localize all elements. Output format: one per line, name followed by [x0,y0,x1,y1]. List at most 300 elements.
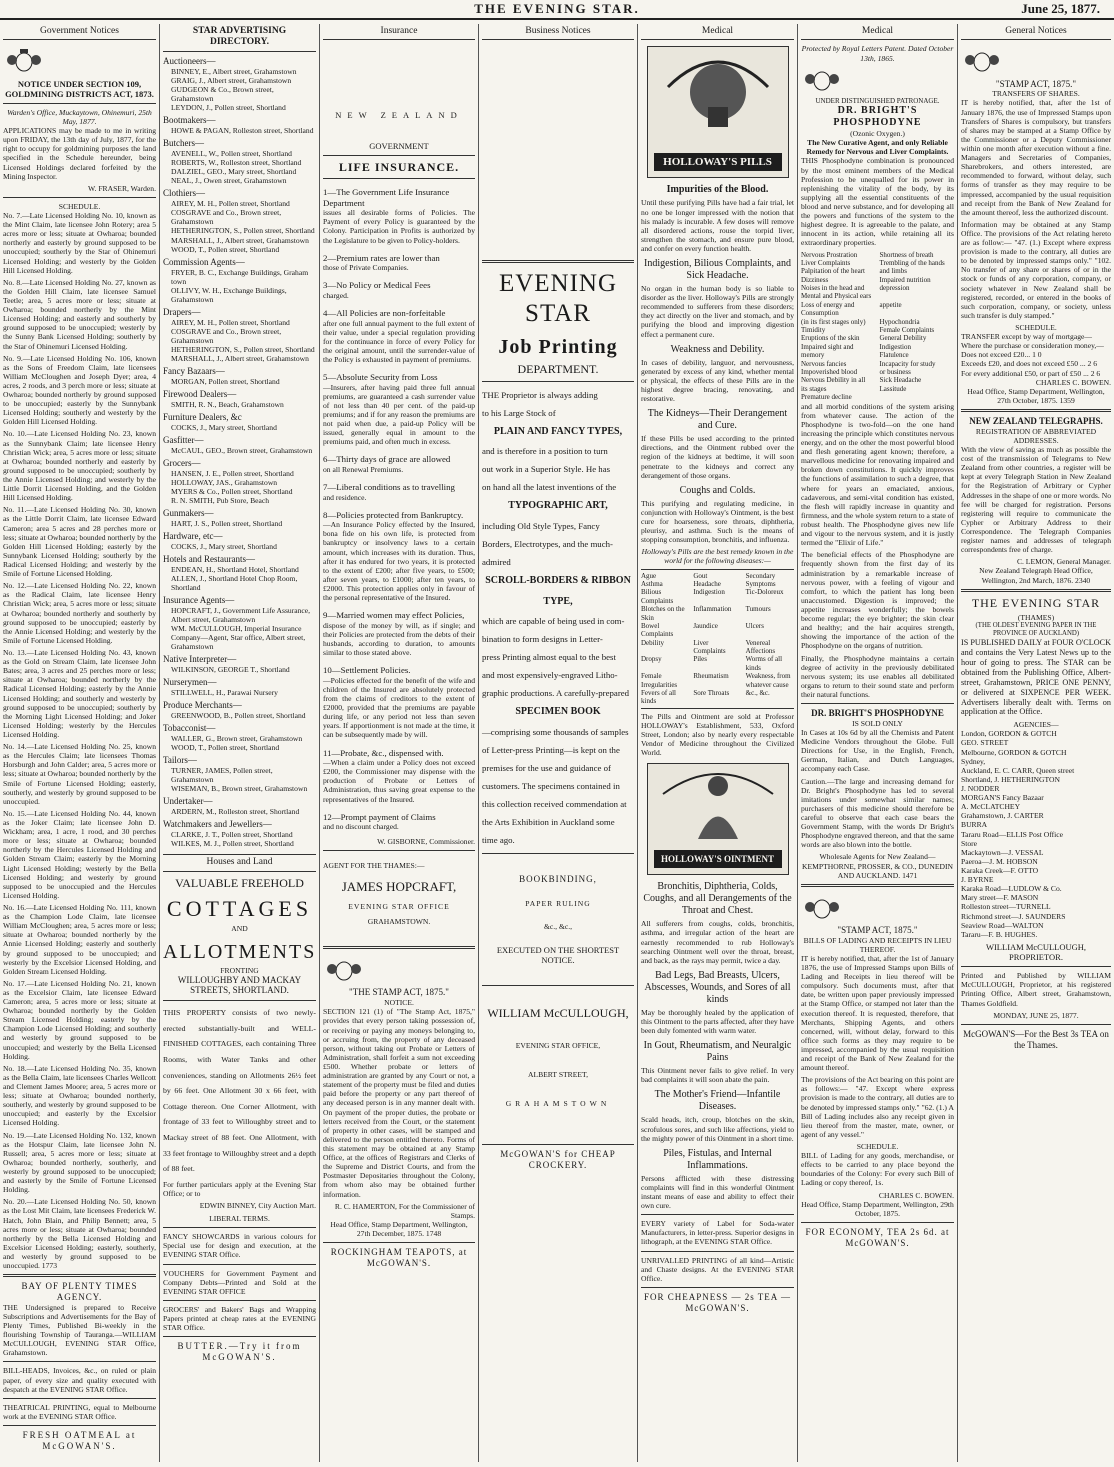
gout-heading: In Gout, Rheumatism, and Neuralgic Pains [643,1040,792,1064]
bright-heading-2: DR. BRIGHT'S PHOSPHODYNE [811,708,944,719]
diseases-table [641,569,794,709]
indigestion-text: No organ in the human body is so liable to disorder as the liver. Holloway's Pills are strongly recommended to sufferers from these disorders; they act directly on the liver and stomach, and by purifying the blood and improving digestion effect a permanent cure. [641,284,794,339]
notice-signer: W. FRASER, Warden. [88,183,156,193]
sold-only: IS SOLD ONLY [852,718,903,728]
directory-category: Bootmakers— [163,115,216,126]
wholesale-agents: Wholesale Agents for New Zealand— KEMPTHORNE, PROSSER, & CO., DUNEDIN AND AUCKLAND. 1471 [801,852,954,880]
diseases-list-heading: Holloway's Pills are the best remedy known in the world for the following diseases:— [641,547,794,566]
holloway-ointment-banner: HOLLOWAY'S OINTMENT [654,850,782,868]
complaint-name: Trembling of the hands [879,258,945,267]
job-printing-line: customers. The specimens contained in [482,780,620,791]
complaint-name: Impoverished blood [801,368,858,376]
directory-category: Clothiers— [163,188,205,199]
job-printing-line: SCROLL-BORDERS & RIBBON TYPE, [485,575,631,607]
insurance-item-heading: 2—Premium rates are lower than [323,252,440,263]
houses-heading: Houses and Land [163,854,316,871]
insurance-item-text: —Policies effected for the benefit of the wife and children of the Insured are absolutely protected from the claims of creditors to the extent of £2000, provided that the premiums are payable during life, or any period not less than seven years. If apportionment is not made at the time, it can be subsequently made by will. [323,675,475,740]
directory-entry: COCKS, J., Mary street, Shortland [171,541,277,551]
complaint-name: Nervous Prostration [801,250,858,259]
unrivalled-printing-ad: UNRIVALLED PRINTING of all kind—Artistic and Chaste designs. At the EVENING STAR Office. [641,1255,794,1283]
complaint-name: Impaired nutrition [879,275,931,284]
schedule-item: No. 12.—Late Licensed Holding No. 22, known as the Radical Claim, late licensee Henry Christian Wick; area, 5 acres more or less; situate at Owharoa; bounded northerly and southerly by ground supposed to be unoccupied; easterly by the Annie Licensed Holding; and westerly by the Smile of Fortune Licensed Holding. [3,581,156,645]
holloway-pills-illustration [647,46,789,178]
transfer-mortgage: TRANSFER except by way of mortgage— [961,332,1092,342]
directory-entry: LEYDON, J., Pollen street, Shortland [171,103,286,113]
soda-label-ad: EVERY variety of Label for Soda-water Manufacturers, in letter-press. Superior designs in lithograph, at the EVENING STAR Office. [641,1219,794,1247]
disease-name: Blotches on the Skin [641,605,685,622]
patent-text: Protected by Royal Letters Patent. Dated October 13th, 1865. [801,44,954,63]
complaint-name: Nervous Debility in all [801,376,866,385]
complaint-name: depression [879,284,910,293]
agent-for-text: AGENT FOR THE THAMES:— [323,861,425,871]
insurance-item-heading: 1—The Government Life Insurance Department [323,187,450,208]
grahamstown-text: GRAHAMSTOWN [505,1098,611,1108]
notice-dateline: Warden's Office, Muckaytown, Ohinemuri, 25th May, 1877. [7,107,152,126]
royal-crest-icon [801,895,843,921]
agency-entry: Sydney, [961,756,986,766]
agencies-list [961,729,1111,939]
schedule-item: No. 19.—Late Licensed Holding No. 132, known as the Hotspur Claim, late licensee John N. Russell; area, 5 acres more or less; situate at Owharoa; bounded northerly, southerly, and westerly by ground supposed to be unoccupied; and easterly by the Smile of Fortune Licensed Holding. [3,1130,156,1195]
complaint-name: Flatulence [879,351,909,360]
insurance-item-text: —An Insurance Policy effected by the Insured, bona fide on his own life, is protected from bankruptcy or insolvency laws to a certain amount, which increases with its duration. Thus, after it has endured for two years, it is protected to the extent of £200; after five years, to £500; after seven years, to £1000; after ten years, to £2000. This protection applies only in favour of the personal representative of the Insured. [323,520,475,603]
disease-name: Bilious Complaints [641,588,674,605]
piles-text: Persons afflicted with these distressing complaints will find in this wonderful Ointment instant means of ease and ability to effect their own cure. [641,1173,794,1211]
oldest-paper-text: (THE OLDEST EVENING PAPER IN THE PROVINCE OF AUCKLAND) [975,622,1097,638]
directory-entry: COSGRAVE and Co., Brown street, Grahamstown [171,326,282,345]
schedule-item: No. 7.—Late Licensed Holding No. 10, known as the Mint Claim, late licensee John Rotery; area 5 acres more or less; situate at Owharoa; bounded northerly and easterly by ground supposed to be unoccupied; southerly by the Star of Ohinemuri Licensed Holding; and westerly by the Golden Hill Licensed Holding. [3,210,156,275]
disease-name: Debility [641,638,664,647]
masthead-title: THE EVENING STAR. [474,1,640,16]
agency-entry: Rolleston street—TURNELL [961,902,1051,912]
agency-entry: GEO. STREET [961,738,1009,748]
butter-ad: BUTTER.—Try it from McGOWAN'S. [177,1341,302,1362]
disease-name: &c., &c. [745,689,770,698]
mccullough-name: WILLIAM McCULLOUGH, [487,1006,629,1021]
theatrical-ad: THEATRICAL PRINTING, equal to Melbourne work at the EVENING STAR Office. [3,1402,156,1421]
masthead-date: June 25, 1877. [1021,1,1100,16]
insurance-item-heading: 4—All Policies are non-forfeitable [323,308,446,318]
job-printing-line: including Old Style Types, Fancy [482,520,600,531]
column-medical-holloway [637,24,797,1462]
directory-entry: STILLWELL, H., Parawai Nursery [171,688,278,698]
provisions-text: The provisions of the Act bearing on this point are as follows:— "47. Except where express provision is made to the contrary, all duties are to be denoted by impressed stamps only." "62. (1.) A Bill of Lading includes also any receipt given in lieu thereof from the master, mate, owner, or agent of any vessel." [801,1075,954,1139]
piles-heading: Piles, Fistulas, and Internal Inflammations. [663,1147,772,1171]
eagle-emblem-icon [648,47,788,147]
etc-text: &c., &c., [543,921,573,931]
job-printing-line: the Arts Exhibition in Auckland some [482,816,615,827]
agency-entry: Tararu—F. B. HUGHES. [961,929,1038,939]
agency-entry: London, GORDON & GOTCH [961,729,1057,739]
directory-list [163,56,316,848]
plenty-times-heading: BAY OF PLENTY TIMES AGENCY. [21,1281,138,1303]
column-heading: Business Notices [482,24,634,40]
schedule-item: No. 13.—Late Licensed Holding No. 43, known as the Gold on Stream Claim, late licensee John Bates; area, 3 acres and 25 perches more or less; situate at Owharoa; bounded northerly by the Radical Licensed Holding; easterly by the Annie Licensed Holding; and southerly and westerly by ground supposed to be unoccupied; southerly by the Morning Light Licensed Holding; and Joker Licensed Holding; westerly by the Hercules Licensed Holding. [3,648,156,739]
directory-entry: NEAL, J., Owen street, Grahamstown [171,176,287,186]
evening-star-heading: EVENING STAR [498,270,618,328]
schedule-item: No. 17.—Late Licensed Holding No. 21, known as the Excelsior Claim, late licensee Edward Cameron; area, 5 acres more or less; situate at Owharoa; bounded northerly by the Golden Stream Licensed Holding; easterly by the Champion Lode Licensed Holding; and southerly and westerly by ground supposed to be unoccupied; and westerly by the Bella Licensed Holding. [3,978,156,1061]
coughs-text: This purifying and regulating medicine, in conjunction with Holloway's Ointment, is the best cure for hoarseness, sore throats, diphtheria, pleurisy, and asthma. Such is the means of stopping consumption, bronchitis, and influenza. [641,498,794,545]
sold-text: In Cases at 10s 6d by all the Chemists and Patent Medicine Vendors throughout the Globe. Full Directions for Use, in the English, French, German, Italian, and Dutch Languages, accompany each Case. [801,727,954,774]
insurance-item-text: issues all desirable forms of Policies. The Payment of every Policy is guaranteed by the Colony. Participation in Profits is authorized by the Legislature to be given to Policy-holders. [323,208,475,245]
directory-entry: WOOD, T., Pollen street, Shortland [171,743,280,753]
schedule-item: No. 8.—Late Licensed Holding No. 27, known as the Golden Hill Claim, late licensee Samuel Teetle; area, 5 acres more or less; situate at Owharoa; bounded northerly by the Mint Licensed Holding; and easterly and southerly by ground supposed to be unoccupied; westerly by the Sunny Bank Licensed Holding; southerly by the Star of Ohinemuri Licensed Holding. [3,277,156,351]
transfers-provisions: Information may be obtained at any Stamp Office. The provisions of the Act relating hereto are as follow:— "47. (1.) Except where express provision is made to the contrary, all duties are to be denoted by impressed stamps only." "102. No transfer of any share or shares of or in the stock or funds of any corporation, company, or society whatever in New Zealand shall be registered, recorded, or entered in the books of such corporation, company, or society, unless such transfer is duly stamped." [961,219,1111,320]
directory-category: Gasfitter— [163,435,204,446]
stamp-act-heading: "STAMP ACT, 1875." [995,78,1077,89]
schedule-row: Does not exceed £20... 1 0 [961,350,1042,360]
published-text: IS PUBLISHED DAILY at FOUR O'CLOCK and contains the Very Latest News up to the hour of going to press. The STAR can be obtained from the Publishing Office, Albert-street, Grahamstown, PRICE ONE PENNY, or delivered at SIXPENCE PER WEEK. Advertisers liberally dealt with. Terms on application at the Office. [961,638,1111,717]
directory-category: Grocers— [163,457,201,468]
directory-category: Native Interpreter— [163,654,237,665]
notice-heading: NOTICE. [384,998,414,1008]
job-printing-heading: Job Printing [498,336,618,359]
disease-name: Gout [693,571,708,580]
directory-category: Watchmakers and Jewellers— [163,819,272,830]
printed-text: Printed and Published by WILLIAM McCULLOUGH, Proprietor, at his registered Printing Office, Albert street, Grahamstown, Thames Goldfield. [961,971,1111,1008]
billheads-ad: BILL-HEADS, Invoices, &c., on ruled or plain paper, of every size and quality executed with despatch at the EVENING STAR Office. [3,1366,156,1394]
agency-entry: Karaka Creek—F. OTTO [961,865,1039,875]
agency-entry: BURRA [961,820,988,830]
complaint-name: memory [801,351,825,360]
disease-name: Jaundice [693,621,718,630]
bills-lading-text: IT is hereby notified, that, after the 1st of January 1876, the use of Impressed Stamps upon Bills of Lading and Receipts in lieu thereof will be compulsory. Such documents must, after that date, be written upon paper previously impressed at the Stamp Office, or stamped not later than the execution thereof. It is requested, therefore, that Merchants, Shipping Agents, and others concerned, will, without delay, forward to this office such forms as they may require to be impressed, accompanied by the usual requisition and receipt of the Bank of New Zealand for the amount thereof. [801,953,954,1073]
insurance-item-heading: 7—Liberal conditions as to travelling [323,482,455,493]
insurance-items [323,187,475,831]
schedule-row: For every additional £50, or part of £50 ... 2 6 [961,368,1101,378]
column-medical-phosphodyne [797,24,957,1462]
directory-entry: HOLLOWAY, JAS., Grahamstown [171,477,278,487]
impurities-heading: Impurities of the Blood. [666,184,769,196]
bronchitis-text: All sufferers from coughs, colds, bronchitis, asthma, and irregular action of the heart are earnestly recommended to rub Holloway's searching Ointment well over the throat, breast, and back, as the rays may permit, twice a day. [641,919,794,965]
column-heading: Medical [801,24,954,40]
grocers-bags-ad: GROCERS' and Bakers' Bags and Wrapping Papers printed at cheap rates at the EVENING STAR Office. [163,1304,316,1333]
mcgowan-tea-ad: McGOWAN'S—For the Best 3s TEA on the Thames. [963,1028,1109,1050]
agency-entry: Karaka Road—LUDLOW & Co. [961,884,1062,894]
directory-category: Tailors— [163,755,197,766]
fronting-text: FRONTING [220,965,259,975]
complaint-name: Loss of energy and Consumption [801,300,855,318]
agency-entry: MORGAN'S Fancy Bazaar [961,793,1044,803]
imprint-date: MONDAY, JUNE 25, 1877. [993,1010,1079,1020]
telegraphs-subheading: REGISTRATION OF ABBREVIATED ADDRESSES. [975,426,1097,445]
notice-title: NOTICE UNDER SECTION 109, GOLDMINING DISTRICTS ACT, 1873. [5,78,154,99]
masthead [0,0,1114,20]
property-description: THIS PROPERTY consists of two newly-erected substantially-built and WELL-FINISHED COTTAGES, each containing Three Rooms, with Water Tanks and other conveniences, standing on Allotments 26½ feet by 66 feet. One Allotment 30 x 66 feet, with Cottage thereon. One Corner Allotment, with frontage of 33 feet to Willoughby street and to Mackay street of 88 feet. One Allotment, with 33 feet frontage to Willoughby street and a depth of 88 feet. [163,1008,316,1174]
directory-entry: AIREY, M. H., Pollen street, Shortland [171,317,290,327]
disease-name: Bowel Complaints [641,621,674,639]
disease-name: Symptoms [745,579,776,588]
job-printing-line: PLAIN AND FANCY TYPES, [493,425,623,437]
column-directory [159,24,319,1462]
column-general-notices [957,24,1114,1462]
life-insurance-heading: LIFE INSURANCE. [338,159,460,174]
directory-entry: COCKS, J., Mary street, Shortland [171,422,277,432]
directory-entry: WILKINSON, GEORGE T., Shortland [171,665,290,675]
directory-entry: AVENELL, W., Pollen street, Shortland [171,148,292,158]
directory-entry: GREENWOOD, B., Pollen street, Shortland [171,711,306,721]
proprietor-text: WILLIAM McCULLOUGH, PROPRIETOR. [985,941,1087,963]
job-printing-body [482,386,634,849]
evening-star-office: EVENING STAR OFFICE, [515,1040,601,1050]
evening-star-heading: THE EVENING STAR [971,595,1101,610]
job-printing-line: admired [482,557,511,567]
complaint-name: Hypochondria [879,317,920,326]
directory-entry: HOWE & PAGAN, Rolleston street, Shortland [171,125,314,135]
disease-name: Secondary [745,571,776,580]
bowen-signature: CHARLES C. BOWEN. [1035,377,1111,387]
agency-entry: A. McCLATCHEY [961,802,1021,812]
star-office-text: EVENING STAR OFFICE [348,902,450,912]
job-printing-line: which are capable of being used in com- [482,616,625,627]
schedule-item: No. 11.—Late Licensed Holding No. 30, known as the Little Dorrit Claim, late licensee Edward Cameron; area 5 acres and 28 perches more or less; situate at Owharoa; bounded northerly by the Golden Hill Licensed Holding; easterly by the Sunnybank Licensed Holding; southerly by the Radical Licensed Holding; and westerly by the Smile of Fortune Licensed Holding. [3,505,156,579]
pills-note: The Pills and Ointment are sold at Professor HOLLOWAY's Establishment, 533, Oxford Street, London; also by nearly every respectable Vendor of Medicine throughout the Civilized World. [641,711,794,758]
mothers-friend-text: Scald heads, itch, croup, blotches on the skin, scrofulous sores, and such like affections, yield to the mighty power of this Ointment in a short time. [641,1115,794,1143]
directory-entry: MARSHALL, J., Albert street, Grahamstown [171,354,309,364]
disease-name: Tic-Doloreux [745,588,784,597]
directory-entry: R. N. SMITH, Pub Store, Beach [171,496,270,506]
agency-entry: Mary street—F. MASON [961,893,1039,903]
insurance-item-text: on all Renewal Premiums. [323,464,404,474]
agency-entry: J. NODDER [961,784,1000,793]
insurance-item-text: —When a claim under a Policy does not exceed £200, the Commissioner may dispense with the production of Probate or Letters of Administration, thus saving great expense to the representatives of the Insured. [323,758,475,804]
telegraph-dateline: New Zealand Telegraph Head Office, Wellington, 2nd March, 1876. 2340 [979,566,1093,585]
bronchitis-heading: Bronchitis, Diphtheria, Colds, Coughs, and all Derangements of the Throat and Chest. [643,881,792,917]
directory-category: Insurance Agents— [163,595,235,606]
directory-entry: HOPCRAFT, J., Government Life Assurance, Albert street, Grahamstown [171,605,311,624]
liberal-terms: LIBERAL TERMS. [209,1214,270,1224]
job-printing-line: on hand all the latest inventions of the [482,482,617,493]
directory-entry: OLLIVY, W. H., Exchange Buildings, Grahamstown [171,285,287,304]
albert-street: ALBERT STREET, [527,1069,588,1079]
schedule-row: Where the purchase or consideration money,— [961,341,1104,351]
apply-text: For further particulars apply at the Evening Star Office; or to [163,1179,316,1198]
economy-tea-ad: FOR ECONOMY, TEA 2s 6d. at McGOWAN'S. [805,1226,950,1248]
streets-text: WILLOUGHBY AND MACKAY STREETS, SHORTLAND. [177,974,302,996]
directory-category: Nurserymen— [163,677,217,688]
disease-name: Asthma [641,579,663,588]
disease-name: Dropsy [641,655,662,664]
disease-name: Fevers of all kinds [641,689,676,706]
cottages-heading: COTTAGES [166,896,313,921]
complaint-name: or business [879,368,911,376]
directory-entry: WISEMAN, B., Brown street, Grahamstown [171,784,308,794]
job-printing-line: graphic productions. A carefully-prepared [482,688,630,699]
disease-name: Headache [693,579,721,588]
transfers-text: IT is hereby notified, that, after the 1st of January 1876, the use of Impressed Stamps upon Transfers of Shares is compulsory, but transfers of shares may be stamped at a Stamp Office by the Commissioner or a Deputy Commissioner within one month after execution without a fine. Managers and Secretaries of Companies, Sharebrokers, and others interested, are recommended to forward, without delay, such forms of transfer as they may require to be impressed, accompanied by the usual requisition and receipt from the Bank of New Zealand for the amount thereof, less the authorized discount. [961,98,1111,217]
royal-crest-icon [323,957,365,983]
complaint-name: Liver Complaints [801,258,851,267]
holloway-ointment-illustration [647,763,789,875]
disease-name: Rheumatism [693,672,729,681]
cheapness-tea-ad: FOR CHEAPNESS — 2s TEA — McGOWAN'S. [643,1291,792,1313]
directory-entry: ENDEAN, H., Shortland Hotel, Shortland [171,564,299,574]
directory-entry: ALLEN, J., Shortland Hotel Chop Room, Shortland [171,573,298,592]
complaint-name: and limbs [879,267,907,276]
insurance-item-heading: 12—Prompt payment of Claims [323,811,436,822]
thames-text: (THAMES) [1017,613,1055,623]
bad-legs-text: May be thoroughly healed by the application of this Ointment to the parts affected, after they have been duly fomented with warm water. [641,1007,794,1036]
stamp-act-body: SECTION 121 (1) of "The Stamp Act, 1875," provides that every person taking possession of, or receiving or paying any moneys belonging to, or accruing from, the property of any deceased person, without taking out Probate or Letters of Administration, shall forfeit a sum not exceeding £500. Whether probate or letters of administration are granted by any Court or not, a statement of the property must be filed and duties paid before the property or any part thereof of any deceased person is in any manner dealt with. On payment of the proper duties, the probate or letters received from the Court, or the statement of property in other cases, will be stamped and delivered to the person entitled thereto. Forms of this statement may be obtained at any Stamp Office, at the offices of Registrars and Clerks of the Supreme and District Courts, and from the Postmaster Depositaries throughout the Colony, from whom also may be obtained further information. [323,1007,475,1199]
royal-crest-icon [961,48,1003,74]
complaint-name: appetite [879,300,902,309]
gisborne-signature: W. GISBORNE, Commissioner. [377,837,475,847]
bookbinding-text: BOOKBINDING, [519,873,597,884]
complaint-name: Indigestion [879,342,911,351]
crockery-ad: McGOWAN'S for CHEAP CROCKERY. [500,1149,616,1170]
transfers-heading: TRANSFERS OF SHARES. [992,89,1080,99]
directory-entry: MARSHALL, J., Albert street, Grahamstown [171,235,309,245]
directory-category: Hotels and Restaurants— [163,553,255,564]
directory-entry: HANSEN, J. E., Pollen street, Shortland [171,468,294,478]
column-heading: Medical [641,24,794,40]
kidneys-text: If these Pills be used according to the printed directions, and the Ointment rubbed over the region of the kidneys at bedtime, it will soon penetrate to the kidneys and correct any derangement of those organs. [641,434,794,480]
complaint-name: Sick Headache [879,376,922,385]
agency-entry: Melbourne, GORDON & GOTCH [961,747,1067,757]
insurance-item-heading: 9—Married women may effect Policies, [323,610,465,621]
disease-name: Piles [693,655,707,664]
stamp-act-heading: "STAMP ACT, 1875." [837,924,918,935]
directory-entry: HETHERINGTON, S., Pollen street, Shortland [171,345,315,355]
job-printing-line: and is therefore in a position to turn [482,446,608,457]
bad-legs-heading: Bad Legs, Bad Breasts, Ulcers, Abscesses, Wounds, and Sores of all kinds [644,969,791,1005]
directory-entry: MORGAN, Pollen street, Shortland [171,377,280,387]
indigestion-heading: Indigestion, Bilious Complaints, and Sick Headache. [644,258,791,282]
impurities-text: Until these purifying Pills have had a fair trial, let no one be longer impressed with the notion that his malady is incurable. A few doses will remove all disordered actions, rouse the torpid liver, strengthen the stomach, and ensure pure blood, and confer on every function health. [641,198,794,253]
schedule-heading: SCHEDULE. [856,1142,899,1152]
allotments-heading: ALLOTMENTS [163,940,317,963]
fresh-oatmeal-ad: FRESH OATMEAL at McGOWAN'S. [22,1430,137,1451]
agency-entry: J. BYRNE [961,875,994,885]
government-heading: GOVERNMENT [369,140,429,151]
schedule-item: No. 20.—Late Licensed Holding No. 50, known as the Lost Mit Claim, late licensees Frederick W. Hatch, John Blain, and Philip Bennett; area, 5 acres more or less; situate at Owharoa; bounded northerly by the Bella Licensed Holding and Excelsior Licensed Holding; easterly, southerly, and westerly by ground supposed to be unoccupied. 1773 [3,1197,156,1271]
stamp-act-heading: "THE STAMP ACT, 1875." [349,987,449,998]
kidneys-heading: The Kidneys—Their Derangement and Cure. [647,408,788,432]
directory-category: Butchers— [163,138,204,149]
job-printing-line: THE Proprietor is always adding [482,389,598,400]
disease-name: Tumours [745,605,771,614]
insurance-item-text: and no discount charged. [323,822,399,832]
valuable-freehold: VALUABLE FREEHOLD [175,875,304,890]
schedule-item: No. 9.—Late Licensed Holding No. 106, known as the Sons of Freedom Claim, late licensees William McCloughen and Joseph Dyer; area, 4 acres, 2 roods, and 3 perch more or less; situate at Owharoa; bounded northerly by ground supposed to be unoccupied; easterly by the Sunnybank Licensed Holding; southerly and westerly by the Golden Hill Licensed Holding. [3,353,156,427]
insurance-item-heading: 11—Probate, &c., dispensed with. [323,747,444,758]
showcards-ad: FANCY SHOWCARDS in various colours for Special use for design and execution, at the EVENING STAR Office. [163,1232,316,1260]
job-printing-line: Borders, Electrotypes, and the much- [482,538,613,549]
gout-text: This Ointment never fails to give relief. In very bad complaints it will soon abate the pain. [641,1066,794,1085]
job-printing-line: and most expensively-engraved Litho- [482,670,618,681]
directory-entry: WALLER, G., Brown street, Grahamstown [171,733,303,743]
schedule-heading: SCHEDULE. [1015,323,1057,333]
rockingham-ad: ROCKINGHAM TEAPOTS, at McGOWAN'S. [330,1247,468,1268]
schedule-item: No. 16.—Late Licensed Holding No. 111, known as the Champion Lode Claim, late licensee William McCloughen; area, 5 acres more or less; situate at Owharoa; bounded northerly by the Annie Licensed Holding; easterly and southerly by ground supposed to be unoccupied; and westerly by the Excelsior Licensed Holding, and Golden Stream Licensed Holding. [3,902,156,976]
hamerton-signature: R. C. HAMERTON, For the Commissioner of Stamps. [334,1201,475,1220]
agency-entry: Tararu Road—ELLIS Post Office [961,829,1064,839]
directory-entry: HART, J. S., Pollen street, Shortland [171,518,283,528]
disease-name: Ulcers [745,621,764,630]
schedule-item: No. 15.—Late Licensed Holding No. 44, known as the Joker Claim; late licensee John D. Wickham; area, 1 acre, 1 rood, and 30 perches more or less; situate at Owharoa; bounded northerly by the Hercules Licensed Holding and Golden Stream Claim; easterly by the Morning Light Licensed Holding; westerly by the Bella Licensed Holding; and westerly by ground supposed to be unoccupied and the Hercules Licensed Holding. [3,808,156,900]
bowen-signature: CHARLES C. BOWEN. [878,1190,954,1200]
bright-heading: DR. BRIGHT'S PHOSPHODYNE [833,105,922,129]
complaint-name: Incapacity for study [879,359,936,368]
job-printing-line: bination to form designs in Letter- [482,634,603,645]
directory-category: Tobacconist— [163,723,216,734]
notice-intro: APPLICATIONS may be made to me in writing upon FRIDAY, the 13th day of July, 1877, for the right to occupy for goldmining purposes the land specified in the Schedule hereunder, being Licensed Holdings declared forfeited by the Mining Inspector. [3,126,156,181]
directory-category: Auctioneers— [163,55,216,66]
column-heading: STAR ADVERTISING DIRECTORY. [163,24,316,52]
disease-name: Weakness, from whatever cause [745,672,791,689]
directory-entry: GRAIG, J., Albert street, Grahamstown [171,75,292,85]
patronage-text: UNDER DISTINGUISHED PATRONAGE. [815,96,940,105]
seated-figure-icon [648,764,788,844]
directory-entry: CLARKE, J. T., Pollen street, Shortland [171,830,293,839]
new-zealand-heading: NEW ZEALAND [335,110,463,121]
insurance-item-text: after one full annual payment to the full extent of their value, under a special regulation providing for the continuance in force of every Policy for the original amount, until the surrender-value of the Policy is exhausted in payment of premiums. [323,318,475,364]
stamp-office-dateline: Head Office, Stamp Department, Wellington, 27th October, 1875. 1359 [967,386,1105,405]
directory-entry: COSGRAVE and Co., Brown street, Grahamstown [171,208,282,227]
complaint-name: Premature decline [801,393,852,402]
job-printing-line: out work in a Superior Style. He has [482,464,611,475]
telegraphs-text: With the view of saving as much as possible the cost of the transmission of Telegrams to New Zealand from other countries, a register will be kept at every Telegraph Station in New Zealand for the Registration of Arbitrary or Cypher Addresses in the shape of one or more words. No fee will be charged for registration. Persons registering will require to communicate the Cypher or Arbitrary Address to their Correspondence. The Telegraph Companies register names and addresses of telegraph correspondents free of charge. [961,445,1111,555]
complaint-name: Female Complaints [879,326,935,335]
directory-category: Gunmakers— [163,508,214,519]
stamp-office-dateline: Head Office, Stamp Department, Wellington, 29th October, 1875. [801,1199,954,1218]
directory-entry: WILKES, M. J., Pollen street, Shortland [171,839,294,849]
directory-entry: AIREY, M. H., Pollen street, Shortland [171,199,290,209]
disease-name: Liver Complaints [693,638,726,656]
royal-crest-icon [3,48,45,74]
directory-entry: TURNER, JAMES, Pollen street, Grahamstown [171,765,273,785]
grahamstown-text: GRAHAMSTOWN. [367,917,431,927]
directory-entry: WOOD, T., Pollen street, Shortland [171,244,280,254]
directory-entry: HETHERINGTON, S., Pollen street, Shortland [171,226,315,236]
edwin-binney: EDWIN BINNEY, City Auction Mart. [199,1200,316,1210]
department-heading: DEPARTMENT. [517,362,599,377]
schedule-item: No. 10.—Late Licensed Holding No. 23, known as the Sunnybank Claim; late licensee Henry Christian Wick; area, 5 acres more or less; situate at Owharoa; bounded northerly and easterly by ground supposed to be unoccupied; southerly by the Annie Licensed Holding; and westerly by the Little Dorrit Licensed Holding, and the Golden Hill Licensed Holding. [3,429,156,503]
schedule-item: No. 14.—Late Licensed Holding No. 25, known as the Hercules Claim; late licensees Thomas Horsburgh and John Calder; area, 5 acres more or less; situate at Owharoa; bounded northerly by the Smile of Fortune Licensed Holding; easterly, southerly, and westerly by ground supposed to be unoccupied. [3,742,156,806]
job-printing-line: this collection received commendation at [482,798,627,809]
disease-name: Indigestion [693,588,725,597]
agency-entry: Auckland, E. C. CARR, Queen street [961,765,1075,775]
column-business-notices [478,24,637,1462]
disease-name: Inflammation [693,605,732,614]
insurance-item-heading: 8—Policies protected from Bankruptcy. [323,509,464,520]
directory-entry: WM. McCULLOUGH, Imperial Insurance Company—Agent, Star office, Albert street, Grahamstown [171,624,306,652]
insurance-item-heading: 10—Settlement Policies. [323,665,411,676]
insurance-item-text: those of Private Companies. [323,263,409,273]
job-printing-line: premises for the use and guidance of [482,762,611,773]
agency-entry: Store [961,838,978,848]
organic-text: (Ozonic Oxygen.) [850,129,905,139]
column-heading: Government Notices [3,24,156,40]
disease-name: Female Irregularities [641,672,678,689]
disease-name: Ague [641,571,657,580]
holloway-pills-banner: HOLLOWAY'S PILLS [654,153,782,171]
phosphodyne-effects: The beneficial effects of the Phosphodyne are frequently shown from the first day of its administration by a remarkable increase of nervous power, with a feeling of vigour and comfort, to which the patient has long been unaccustomed. Digestion is improved; the appetite increases wonderfully; the bowels become regular; the eye brighter; the skin clear and healthy; and the hair acquires strength, showing the importance of the action of the Phosphodyne on the organs of nutrition. [801,550,954,651]
vouchers-ad: VOUCHERS for Government Payment and Company Debts—Printed and Sold at the EVENING STAR OFFICE [163,1268,316,1296]
complaint-name: Nervous fancies [801,359,847,368]
agency-entry: Paeroa—J. M. HOBSON [961,856,1038,866]
job-printing-line: of Letter-press Printing—is kept on the [482,744,620,755]
phosphodyne-intro: THIS Phosphodyne combination is pronounced by the most eminent members of the Medical Profession to be unequalled for its power in replenishing the vitality of the body, by its supplying all the essential constituents of the blood and nerve substance, and for developing all the powers and functions of the system to the highest degree. It is agreeable to the palate, and innocent in its action, while retaining all its extraordinary properties. [801,156,954,248]
directory-entry: MYERS & Co., Pollen street, Shortland [171,486,293,496]
agency-entry: Mackaytown—J. VESSAL [961,847,1044,857]
directory-entry: GUDGEON & Co., Brown street, Grahamstown [171,84,274,103]
job-printing-line: SPECIMEN BOOK [515,706,601,718]
phosphodyne-finally: Finally, the Phosphodyne maintains a certain degree of activity in the previously debilitated nervous system; its use enables all debilitated organs to return to their sound state and perform their natural functions. [801,653,954,699]
directory-category: Drapers— [163,306,201,317]
plenty-times-text: THE Undersigned is prepared to Receive Subscriptions and Advertisements for the Bay of Plenty Times, Published Bi-weekly in the flourishing Township of Tauranga.—WILLIAM McCULLOUGH, EVENING STAR Office, Grahamstown. [3,1302,156,1358]
directory-category: Furniture Dealers, &c [163,412,242,423]
column-heading: Insurance [323,24,475,40]
